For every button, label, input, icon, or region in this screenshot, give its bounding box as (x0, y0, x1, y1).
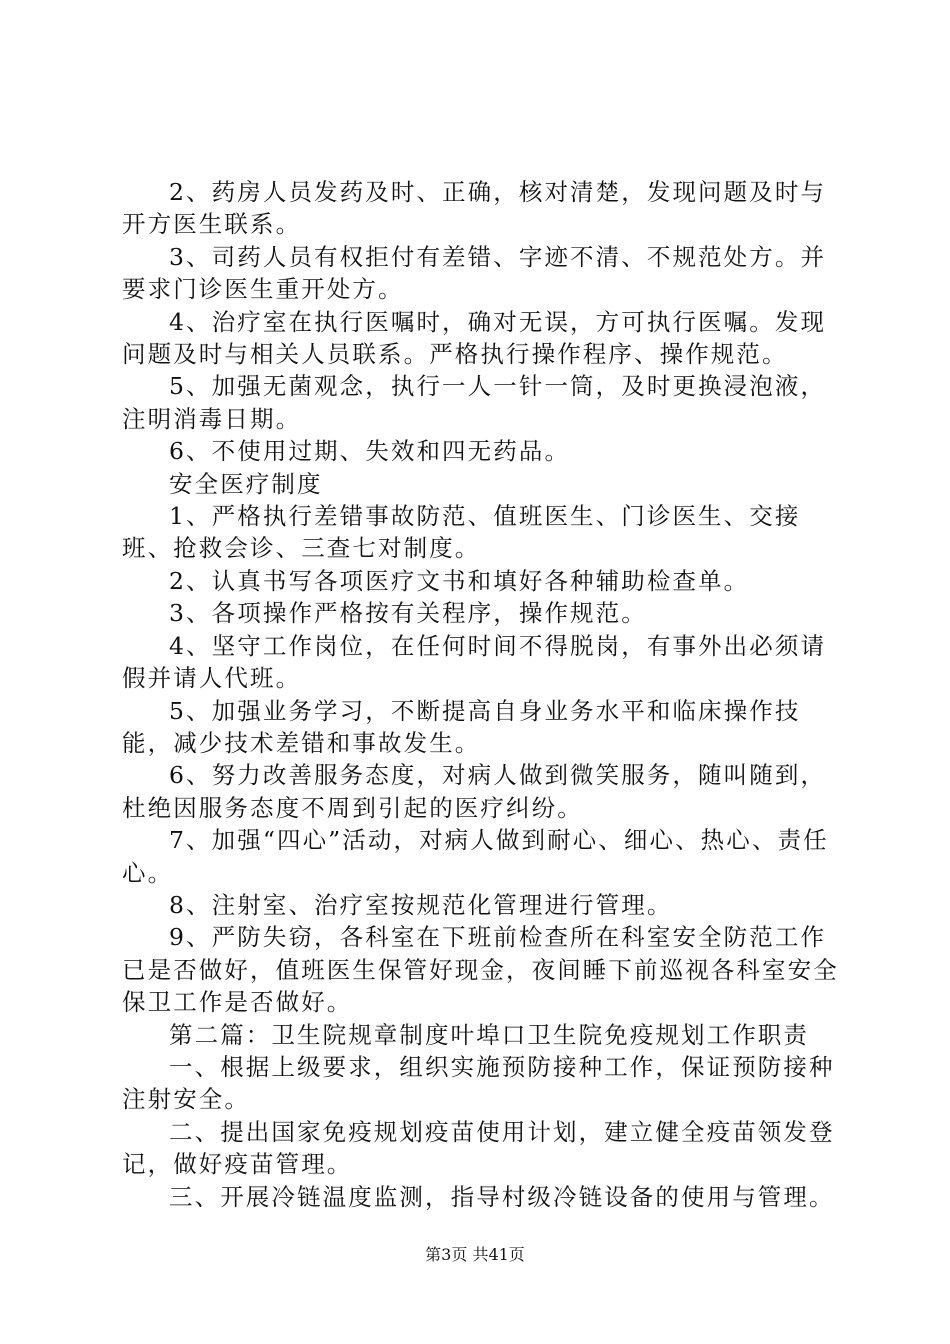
paragraph-safety-2: 2、认真书写各项医疗文书和填好各种辅助检查单。 (169, 566, 750, 595)
paragraph-immunization-3: 三、开展冷链温度监测，指导村级冷链设备的使用与管理。 (169, 1182, 835, 1211)
paragraph-safety-8: 8、注射室、治疗室按规范化管理进行管理。 (169, 890, 673, 919)
paragraph-safety-5: 5、加强业务学习，不断提高自身业务水平和临床操作技能，减少技术差错和事故发生。 (122, 696, 801, 757)
paragraph-safety-3: 3、各项操作严格按有关程序，操作规范。 (169, 599, 647, 628)
paragraph-immunization-2: 二、提出国家免疫规划疫苗使用计划，建立健全疫苗领发登记，做好疫苗管理。 (122, 1117, 835, 1179)
paragraph-prescription-refusal: 3、司药人员有权拒付有差错、字迹不清、不规范处方。并要求门诊医生重开处方。 (122, 242, 827, 304)
page-number-footer: 第3页 共41页 (425, 1245, 525, 1264)
paragraph-safety-7: 7、加强“四心”活动，对病人做到耐心、细心、热心、责任心。 (122, 826, 829, 887)
paragraph-safety-4: 4、坚守工作岗位，在任何时间不得脱岗，有事外出必须请假并请人代班。 (122, 631, 827, 693)
chapter-heading-part-two: 第二篇：卫生院规章制度叶埠口卫生院免疫规划工作职责 (169, 1020, 809, 1049)
paragraph-treatment-room: 4、治疗室在执行医嘱时，确对无误，方可执行医嘱。发现问题及时与相关人员联系。严格执行操作程序、操作规范。 (122, 307, 827, 369)
paragraph-safety-9: 9、严防失窃，各科室在下班前检查所在科室安全防范工作已是否做好，值班医生保管好现金，夜间睡下前巡视各科室安全保卫工作是否做好。 (122, 923, 839, 1017)
paragraph-sterile-concept: 5、加强无菌观念，执行一人一针一筒，及时更换浸泡液，注明消毒日期。 (122, 372, 827, 433)
document-body (122, 176, 842, 1213)
paragraph-safety-6: 6、努力改善服务态度，对病人做到微笑服务，随叫随到，杜绝因服务态度不周到引起的医疗纠纷。 (122, 761, 827, 822)
paragraph-safety-1: 1、严格执行差错事故防范、值班医生、门诊医生、交接班、抢救会诊、三查七对制度。 (122, 502, 801, 563)
paragraph-immunization-1: 一、根据上级要求，组织实施预防接种工作，保证预防接种注射安全。 (122, 1052, 835, 1114)
paragraph-pharmacy-dispensing: 2、药房人员发药及时、正确，核对清楚，发现问题及时与开方医生联系。 (122, 178, 827, 239)
paragraph-expired-drugs: 6、不使用过期、失效和四无药品。 (169, 437, 571, 466)
section-heading-safety: 安全医疗制度 (169, 469, 323, 498)
